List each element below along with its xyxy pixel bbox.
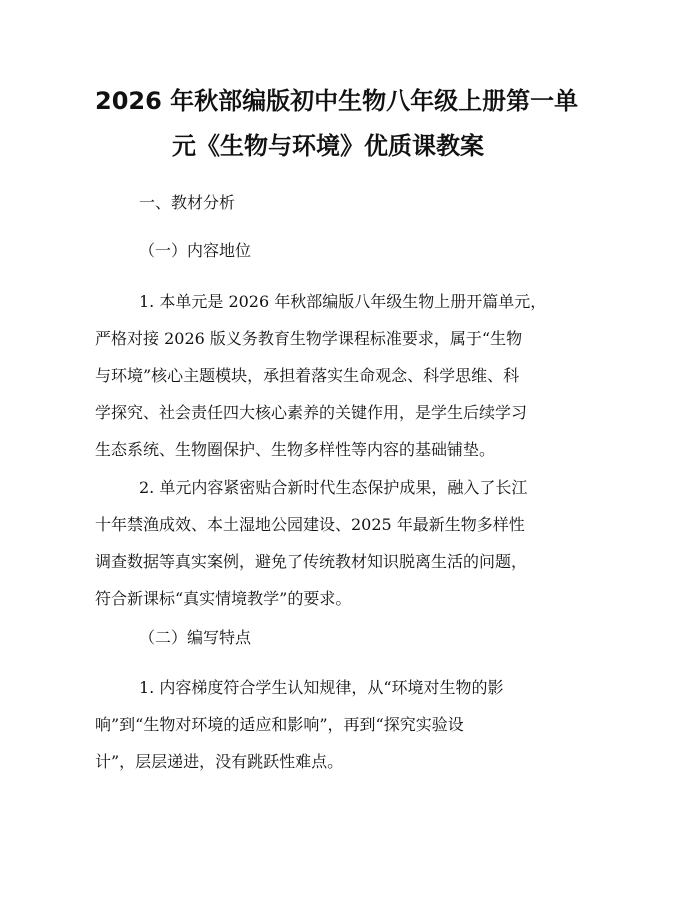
paragraph-2-line: 符合新课标“真实情境教学”的要求。: [95, 589, 352, 608]
paragraph-1-line: 严格对接 2026 版义务教育生物学课程标准要求，属于“生物: [95, 329, 523, 348]
paragraph-1-line: 1. 本单元是 2026 年秋部编版八年级生物上册开篇单元，: [139, 292, 547, 311]
subsection-heading-writing-features: （二）编写特点: [139, 628, 252, 647]
paragraph-1: [95, 283, 615, 468]
paragraph-2-line: 十年禁渔成效、本土湿地公园建设、2025 年最新生物多样性: [95, 515, 525, 534]
paragraph-2-line: 2. 单元内容紧密贴合新时代生态保护成果，融入了长江: [139, 478, 528, 497]
paragraph-3-line: 1. 内容梯度符合学生认知规律，从“环境对生物的影: [139, 678, 504, 697]
paragraph-2-line: 调查数据等真实案例，避免了传统教材知识脱离生活的问题，: [95, 552, 528, 571]
paragraph-3-line: 计”，层层递进，没有跳跃性难点。: [95, 752, 344, 771]
document-title-line-1: 2026 年秋部编版初中生物八年级上册第一单: [95, 87, 579, 115]
paragraph-3-line: 响”到“生物对环境的适应和影响”，再到“探究实验设: [95, 715, 464, 734]
paragraph-1-line: 生态系统、生物圈保护、生物多样性等内容的基础铺垫。: [95, 440, 496, 459]
subsection-heading-content-position: （一）内容地位: [139, 241, 252, 260]
paragraph-1-line: 学探究、社会责任四大核心素养的关键作用，是学生后续学习: [95, 403, 528, 422]
paragraph-3: [95, 669, 615, 780]
paragraph-1-line: 与环境”核心主题模块，承担着落实生命观念、科学思维、科: [95, 366, 520, 385]
paragraph-2: [95, 469, 615, 617]
section-heading-textbook-analysis: 一、教材分析: [139, 193, 236, 212]
document-title-line-2: 元《生物与环境》优质课教案: [172, 132, 484, 160]
